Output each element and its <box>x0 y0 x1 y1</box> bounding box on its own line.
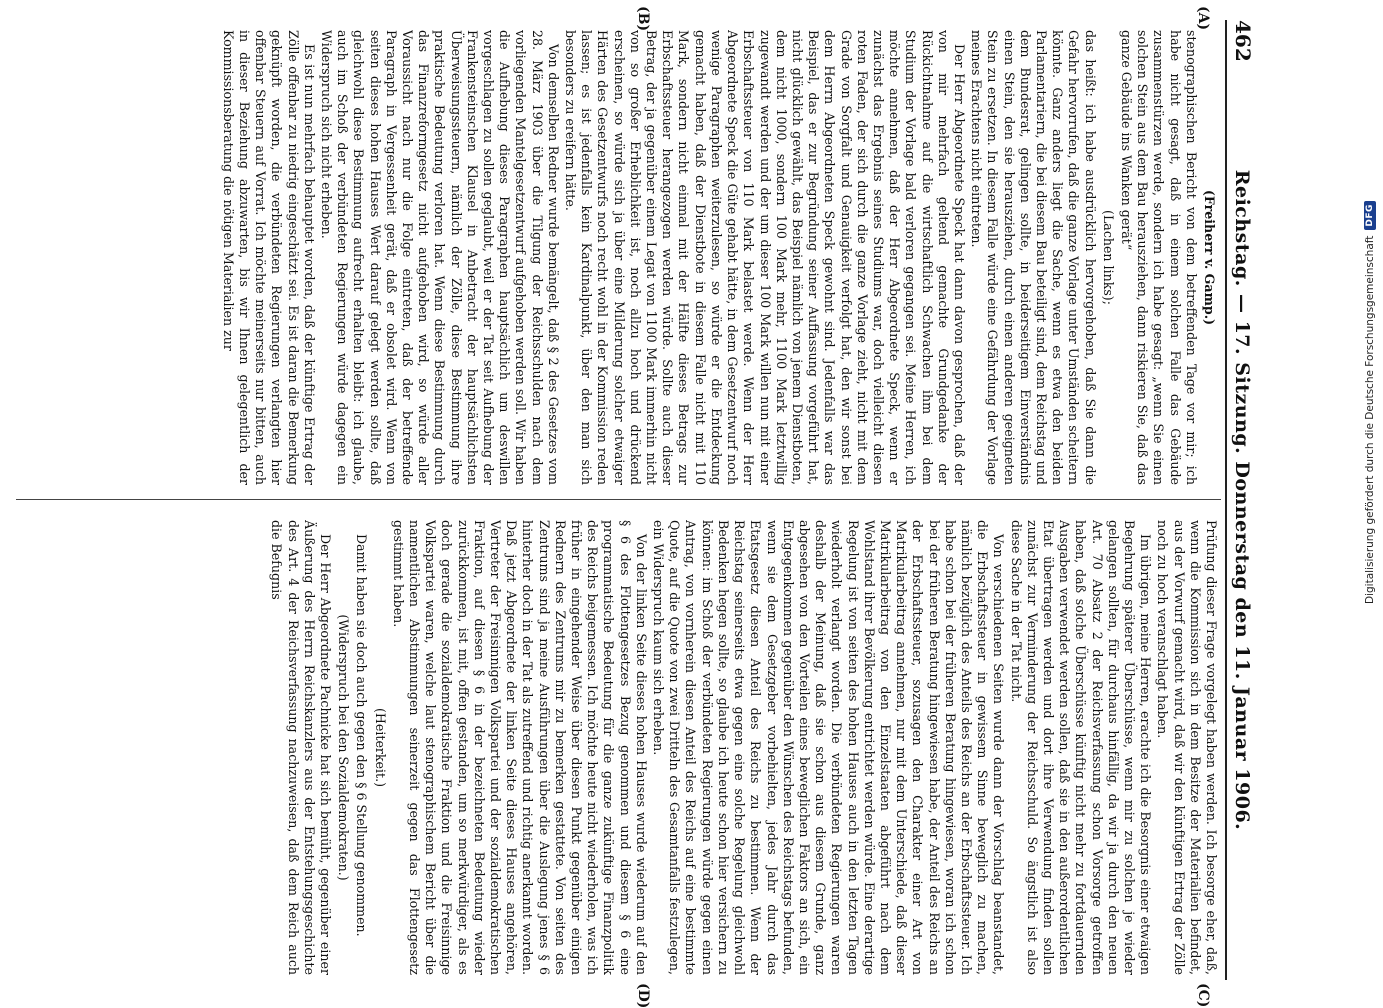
paragraph: das heißt: ich habe ausdrücklich hervorgehoben, daß Sie dann die Gefahr hervorrufen, daß die ganze Vorlage unter Umständen scheitern könnte. Ganz anders liegt die Sache, wenn es etwa den beiden Parlamentariern, die bei diesem Bau beteiligt sind, dem Reichstag und dem Bundesrat, gelingen sollte, in beiderseitigem Einverständnis einen Stein, den sie herausziehen, durch einen anderen geeigneten Stein zu ersetzen. In diesem Falle würde eine Gefährdung der Vorlage meines Erachtens nicht eintreten. <box>969 30 1098 485</box>
paragraph: Im übrigen, meine Herren, erachte ich die Besorgnis einer etwaigen Begehrung späterer Überschüsse, wenn mir zu solchen je wieder gelangen sollten, für durchaus hinfällig, da wir ja durch den neuen Art. 70 Absatz 2 der Reichsverfassung schon Vorsorge getroffen haben, daß solche Überschüsse künftig nicht mehr zu fortdauernden Ausgaben verwendet werden sollen, daß sie in den außerordentlichen Etat übertragen werden und dort ihre Verwendung finden sollen zunächst zur Verminderung der Reichsschuld. So ängstlich ist also diese Sache in der Tat nicht. <box>1008 520 1154 975</box>
paragraph: stenographischen Bericht von dem betreffenden Tage vor mir; ich habe nicht gesagt, daß in einem solchen Falle das Gebäude zusammenstürzen werde, sondern ich habe gesagt: „wenn Sie einen solchen Stein aus dem Bau herausziehen, dann riskieren Sie, daß das ganze Gebäude ins Wanken gerät“ <box>1118 30 1199 485</box>
interjection: (Widerspruch bei den Sozialdemokraten.) <box>336 614 352 881</box>
header-rule <box>1225 20 1227 980</box>
margin-mark-d: (D) <box>635 983 651 1008</box>
paragraph: Es ist nun mehrfach behauptet worden, daß der künftige Ertrag der Zölle offenbar zu niedrig eingeschätzt sei. Es ist daran die Bemerkung geknüpft worden, die verbündeten Regierungen verlangten hier offenbar Steuern auf Vorrat. Ich möchte meinerseits nur bitten, auch in dieser Beziehung abzuwarten, bis wir Ihnen gelegentlich der Kommissionsberatung die nötigen Materialien zur <box>220 30 317 485</box>
paragraph: Von der linken Seite dieses hohen Hauses wurde wiederum auf den § 6 des Flottengesetzes Bezug genommen und diesem § 6 eine programmatische Bedeutung für die ganze zukünftige Finanzpolitik des Reichs beigemessen. Ich möchte heute nicht wiederholen, was ich früher in eingehender Weise über diesen Punkt gegenüber einigen Rednern des Zentrums mir zu bemerken gestattete. Von seiten des Zentrums sind ja meine Ausführungen über die Auslegung jenes § 6 hinterher doch in der Tat als zutreffend und richtig anerkannt worden. Daß jetzt Abgeordnete der linken Seite dieses Hauses angehören, Vertreter der Freisinnigen Volkspartei und der sozialdemokratischen Fraktion, auf diesen § 6 in der bezeichneten Bedeutung wieder zurückkommen, ist mit, offen gestanden, um so merkwürdiger, als es doch gerade die sozialdemokratische Fraktion und die Freisinnige Volkspartei waren, welche laut stenographischem Bericht über die namentlichen Abstimmungen seinerzeit gegen das Flottengesetz gestimmt haben. <box>390 520 649 975</box>
margin-mark-a: (A) <box>1195 6 1211 31</box>
credit-text: Digitalisierung gefördert durch die Deutsche Forschungsgemeinschaft <box>1364 235 1376 604</box>
paragraph: Der Herr Abgeordnete Pachnicke hat sich bemüht, gegenüber einer Äußerung des Herrn Reichskanzlers aus der Entstehungsgeschichte des Art. 4 der Reichsverfassung nachzuweisen, daß dem Reich auch die Befugnis <box>269 520 334 975</box>
column-rule <box>16 499 1221 500</box>
margin-mark-b: (B) <box>635 6 651 32</box>
running-head: Reichstag. — 17. Sitzung. Donnerstag den 11. Januar 1906. <box>1231 169 1253 831</box>
paragraph: Von verschiedenen Seiten wurde dann der Vorschlag beanstandet, die Erbschaftssteuer in gewissem Sinne beweglich zu machen, nämlich bezüglich des Anteils des Reichs an der Erbschaftssteuer. Ich habe schon bei der früheren Beratung hingewiesen, woran ich schon bei der früheren Beratung hingewiesen habe, der Anteil des Reichs an der Erbschaftssteuer, sozusagen den Charakter einer Art von Matrikularbeitrag annehmen, nur mit dem Unterschiede, daß dieser Matrikularbeitrag von den Einzelstaaten abgeführt nach dem Wohlstand ihrer Bevölkerung entrichtet werden würde. Eine derartige Regelung ist von seiten des hohen Hauses auch in den letzten Tagen wiederholt verlangt worden. Die verbündeten Regierungen waren deshalb der Meinung, daß sie schon aus diesem Grunde, ganz abgesehen von den Vorteilen eines beweglichen Faktors an sich, ein Entgegenkommen gegenüber den Wünschen des Reichstags befunden, wenn sie dem Gesetzgeber vorbehielten, jedes Jahr durch das Etatsgesetz diesen Anteil des Reichs zu bestimmen. Wenn der Reichstag seinerseits etwa gegen eine solche Regelung gleichwohl Bedenken hegen sollte, so glaube ich heute schon hier versichern zu können: im Schoß der verbündeten Regierungen würde gegen einen Antrag, von vornherein diesen Anteil des Reichs auf eine bestimmte Quote, auf die Quote von zwei Dritteln des Gesamtanfalls festzulegen, ein Widerspruch kaum sich erheben. <box>651 520 1007 975</box>
right-column <box>19 520 1219 975</box>
digitization-credit <box>1362 204 1378 604</box>
interjection: (Heiterkeit.) <box>372 708 388 787</box>
page-number: 462 <box>1231 20 1255 62</box>
dfg-logo: DFG <box>1364 201 1376 230</box>
paragraph: Von demselben Redner wurde bemängelt, daß § 2 des Gesetzes vom 28. März 1903 über die Tilgung der Reichsschulden nach dem vorliegenden Mantelgesetzentwurf aufgehoben werden soll. Wir haben die Aufhebung dieses Paragraphen hauptsächlich um deswillen vorgeschlagen zu sollen geglaubt, weil er der Tat seit Aufhebung der Frankensteinschen Klausel in Anbetracht der hauptsächlichsten Überweisungssteuern, nämlich der Zölle, diese Bestimmung ihre praktische Bedeutung verloren hat. Wenn diese Bestimmung durch das Finanzreformgesetz nicht aufgehoben wird, so würde aller Voraussicht nach nur die Folge eintreten, daß der betreffende Paragraph in Vergessenheit gerät, daß er obsolet wird. Wenn von seiten dieses hohen Hauses Wert darauf gelegt werden sollte, daß gleichwohl diese Bestimmung aufrecht erhalten bleibt: ich glaube, auch im Schoß der verbündeten Regierungen würde dagegen ein Widerspruch sich nicht erheben. <box>319 30 561 485</box>
paragraph: Der Herr Abgeordnete Speck hat dann davon gesprochen, daß der von mir mehrfach geltend gemachte Grundgedanke der Rückichtnahme auf die wirtschaftlich Schwachen ihm bei dem Studium der Vorlage bald verloren gegangen sei. Meine Herren, ich möchte annehmen, daß der Herr Abgeordnete Speck, wenn er zunächst das Ergebnis seines Studiums war, doch vielleicht diesen roten Faden, der sich durch die ganze Vorlage zieht, nicht mit dem Grade von Sorgfalt und Genauigkeit verfolgt hat, den wir sonst bei dem Herrn Abgeordneten Speck gewohnt sind. Jedenfalls war das Beispiel, das er zur Begründung seiner Auffassung vorgeführt hat, nicht glücklich gewählt, das Beispiel nämlich von jenem Dienstboten, dem nicht 1000, sondern 100 Mark mehr, 1100 Mark letztwillig zugewandt werden und der um dieser 100 Mark willen nun mit einer Erbschaftssteuer von 110 Mark belastet werde. Wenn der Herr Abgeordnete Speck die Güte gehabt hätte, in dem Gesetzentwurf noch wenige Paragraphen weiterzulesen, so würde er die Entdeckung gemacht haben, daß der Dienstbote in diesem Falle nicht mit 110 Mark, sondern nicht einmal mit der Hälfte dieses Betrags zur Erbschaftssteuer herangezogen werden würde. Sollte auch dieser Betrag, der ja gegenüber einem Legat von 1100 Mark immerhin nicht von so großer Erheblichkeit ist, noch allzu hoch und drückend erscheinen, so würde sich ja über eine Milderung solcher etwaiger Härten des Gesetzentwurfs noch recht wohl in der Kommission reden lassen; es ist jedenfalls kein Kardinalpunkt, über den man sich besonders zu ereifern hätte. <box>563 30 967 485</box>
margin-mark-c: (C) <box>1195 983 1211 1008</box>
paragraph: Damit haben sie doch auch gegen den § 6 Stellung genommen. <box>354 534 370 937</box>
page-header <box>1231 20 1275 980</box>
paragraph: Prüfung dieser Frage vorgelegt haben werden. Ich besorge eher, daß, wenn die Kommission sich in dem Besitze der Materialien befindet, aus der Vorwurf gemacht wird, daß wir den künftigen Ertrag der Zölle noch zu hoch veranschlagt haben. <box>1155 520 1219 975</box>
speaker-name: (Freiherr v. Gamp.) <box>1202 189 1217 326</box>
left-column <box>19 30 1219 485</box>
interjection: (Lachen links); <box>1100 210 1116 305</box>
